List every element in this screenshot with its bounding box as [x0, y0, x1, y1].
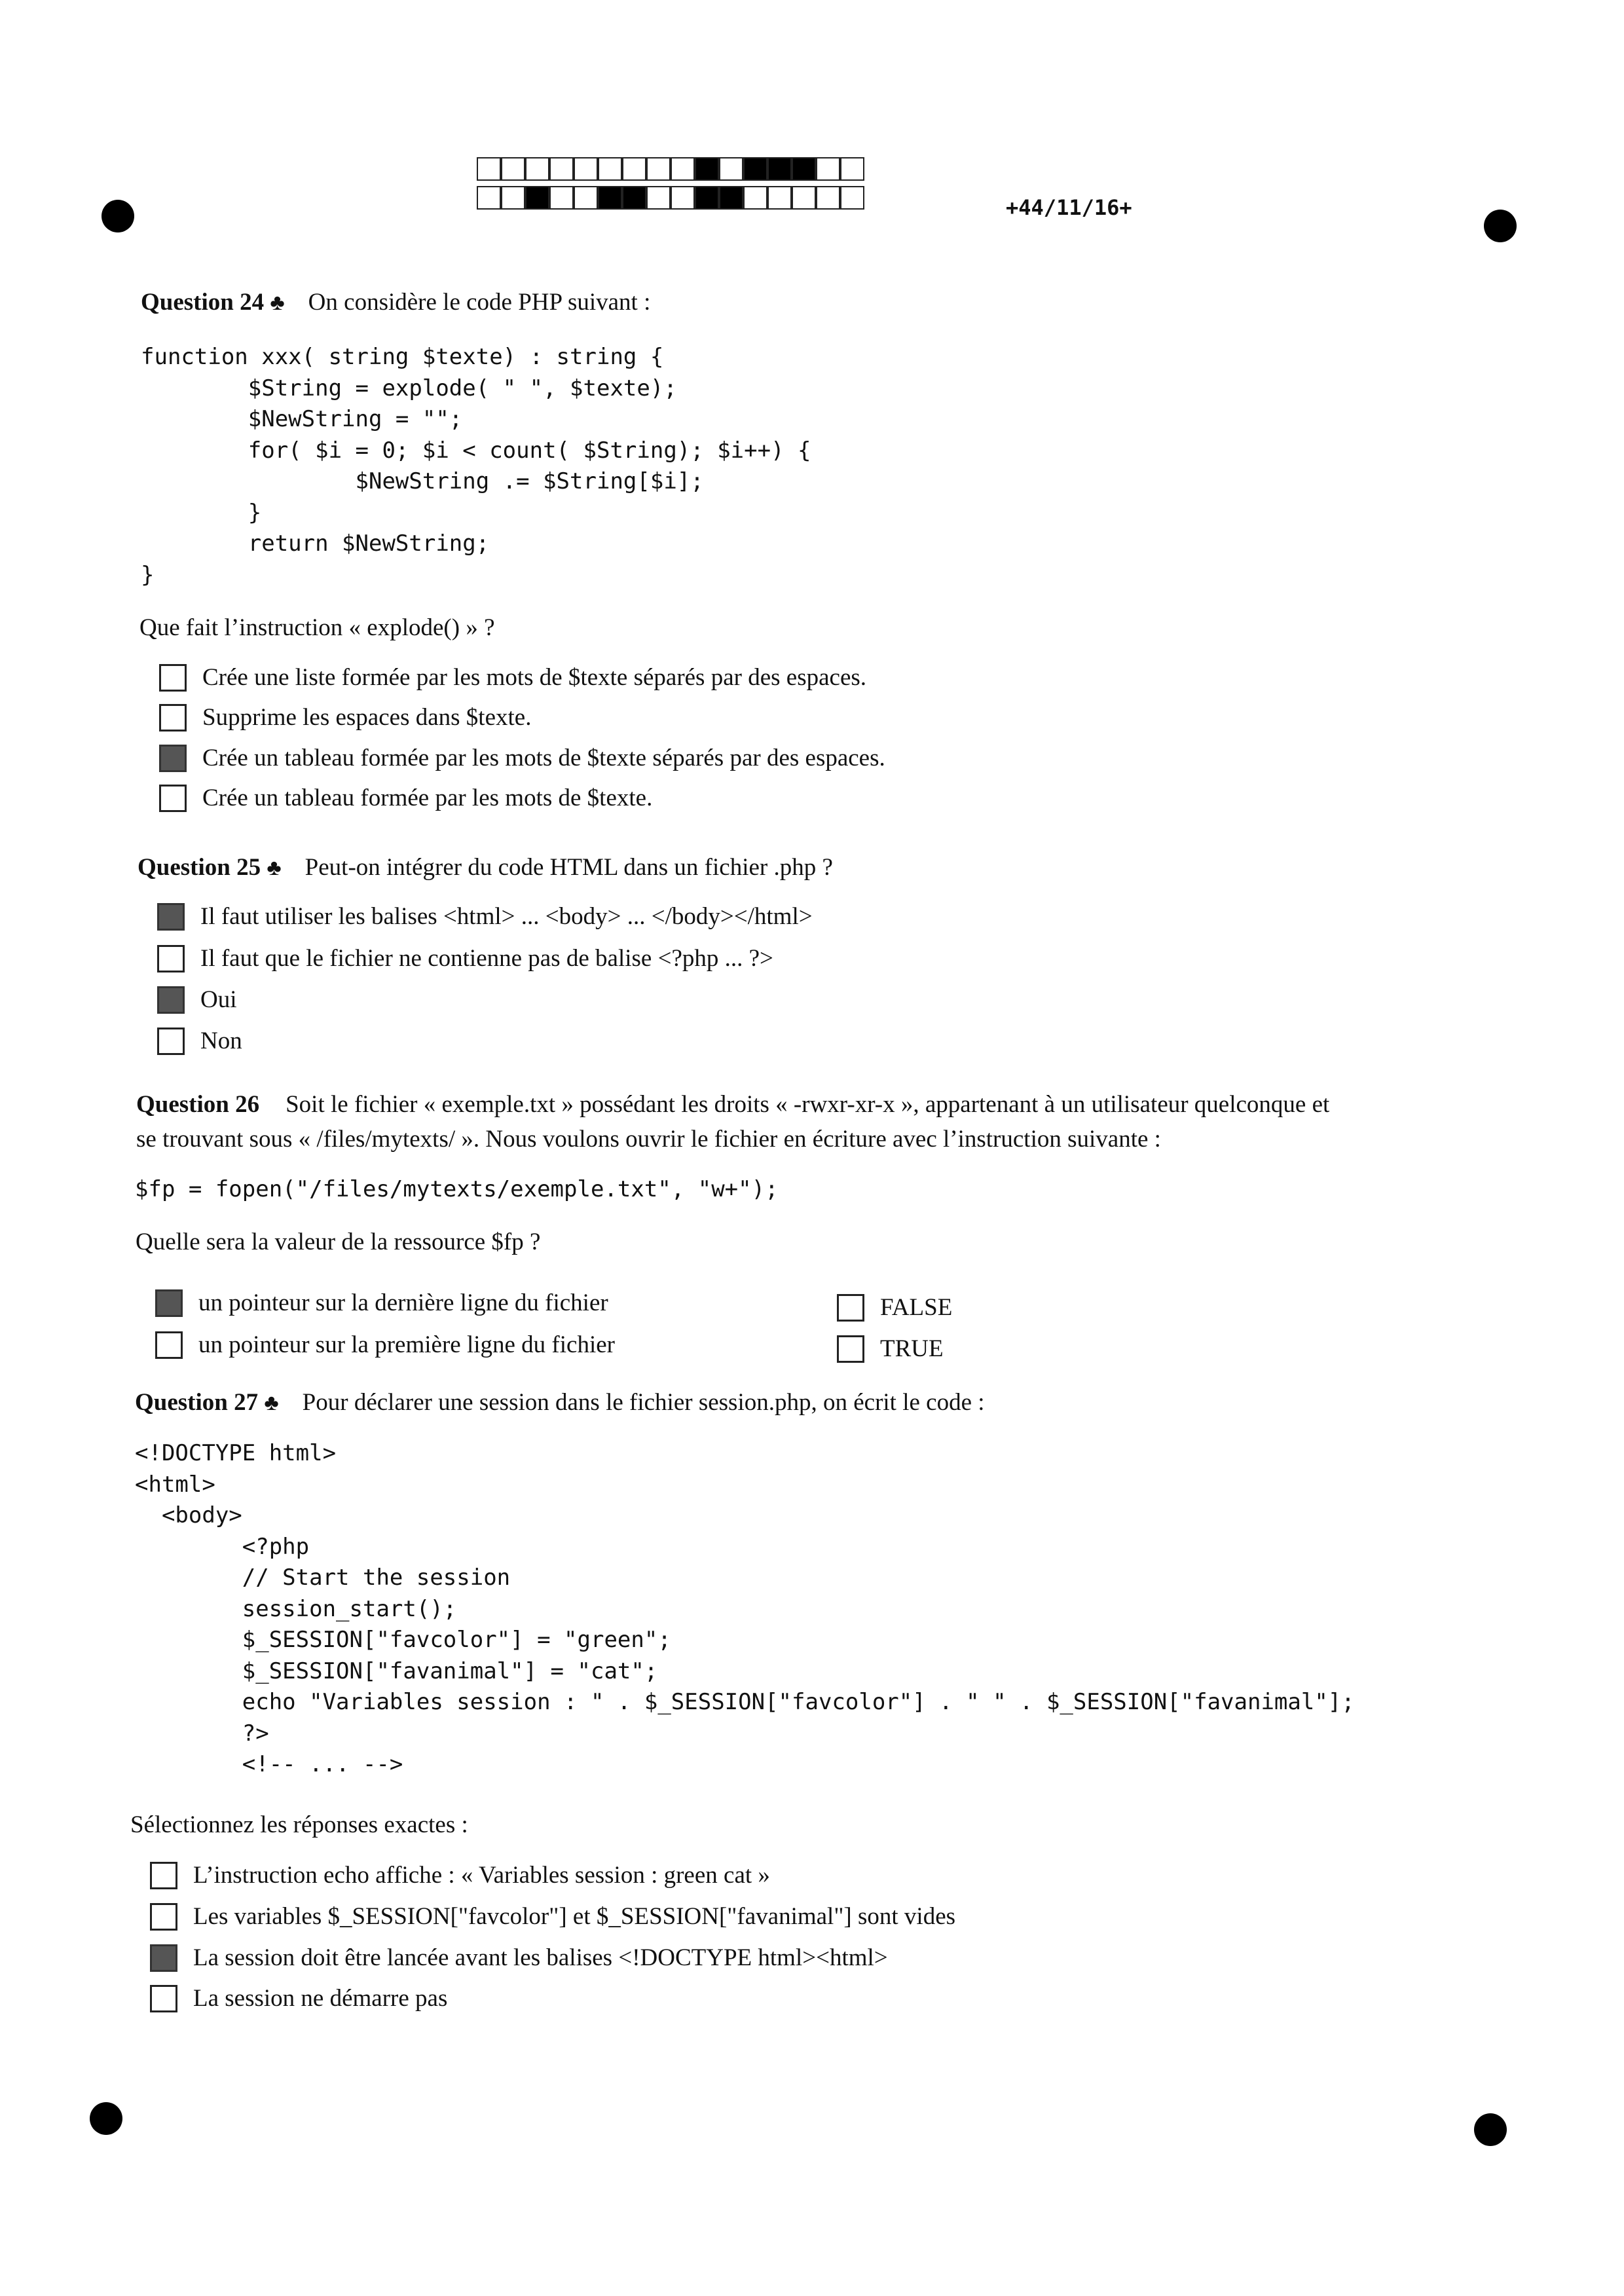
answer-option[interactable]	[155, 1331, 615, 1359]
answer-option[interactable]	[837, 1335, 944, 1363]
checkbox[interactable]	[157, 903, 185, 931]
checkbox[interactable]	[150, 1862, 177, 1889]
scan-code-cell	[743, 186, 767, 210]
answer-label: Crée une liste formée par les mots de $texte séparés par des espaces.	[202, 664, 867, 691]
scan-code-cell	[840, 186, 864, 210]
answer-label: Il faut que le fichier ne contienne pas de balise <?php ... ?>	[200, 945, 773, 972]
answer-option[interactable]	[159, 703, 531, 731]
question-24-header	[141, 288, 650, 316]
scan-code-cell	[598, 186, 622, 210]
question-26-header	[136, 1090, 1329, 1119]
question-text: Sélectionnez les réponses exactes :	[130, 1811, 468, 1838]
scan-code-cell	[598, 157, 622, 181]
answer-option[interactable]	[159, 744, 885, 772]
answer-option[interactable]	[150, 1944, 888, 1972]
scan-code-cell	[501, 157, 525, 181]
answer-option[interactable]	[150, 1984, 447, 2012]
club-icon: ♣	[264, 1391, 279, 1415]
registration-dot-top-right	[1484, 210, 1517, 242]
checkbox[interactable]	[159, 664, 187, 692]
checkbox[interactable]	[157, 986, 185, 1014]
registration-dot-bottom-left	[90, 2102, 122, 2135]
answer-label: La session ne démarre pas	[193, 1985, 448, 2012]
answer-label: Non	[200, 1028, 242, 1054]
scan-code-cell	[477, 157, 501, 181]
scan-code-cell	[767, 157, 792, 181]
answer-option[interactable]	[837, 1293, 952, 1322]
checkbox[interactable]	[150, 1903, 177, 1931]
question-25-header	[138, 853, 833, 881]
scan-code-cell	[501, 186, 525, 210]
checkbox[interactable]	[159, 745, 187, 772]
checkbox[interactable]	[159, 704, 187, 731]
scan-code-cell	[525, 157, 549, 181]
answer-label: Crée un tableau formée par les mots de $texte.	[202, 785, 653, 811]
php-code-block: function xxx( string $texte) : string { $String = explode( " ", $texte); $NewString = ""; for( $i = 0; $i < count( $String); $i++) { $NewString .= $String[$i]; } return $NewString; }	[141, 344, 811, 588]
scan-code-cell	[574, 157, 598, 181]
club-icon: ♣	[270, 291, 285, 315]
scan-code-cell	[695, 157, 719, 181]
scan-code-cell	[622, 157, 646, 181]
answer-label: L’instruction echo affiche : « Variables session : green cat »	[193, 1862, 770, 1889]
scan-code-cell	[695, 186, 719, 210]
scan-code-cell	[719, 157, 743, 181]
scan-code-cell	[574, 186, 598, 210]
scan-code-cell	[671, 186, 695, 210]
scan-code-cell	[549, 157, 574, 181]
answer-label: La session doit être lancée avant les balises <!DOCTYPE html><html>	[193, 1944, 888, 1971]
page-id: +44/11/16+	[1006, 195, 1132, 220]
answer-label: TRUE	[880, 1335, 944, 1362]
checkbox[interactable]	[837, 1294, 864, 1322]
checkbox[interactable]	[150, 1985, 177, 2012]
answer-option[interactable]	[155, 1289, 608, 1317]
answer-label: un pointeur sur la dernière ligne du fichier	[198, 1289, 608, 1316]
answer-option[interactable]	[157, 944, 773, 972]
registration-dot-bottom-right	[1474, 2113, 1507, 2146]
answer-label: un pointeur sur la première ligne du fichier	[198, 1331, 615, 1358]
scan-code-cell	[767, 186, 792, 210]
answer-label: Les variables $_SESSION["favcolor"] et $_SESSION["favanimal"] sont vides	[193, 1903, 956, 1930]
question-prompt: On considère le code PHP suivant :	[308, 289, 651, 316]
php-code-line: $fp = fopen("/files/mytexts/exemple.txt", "w+");	[135, 1176, 779, 1202]
scan-code-cell	[719, 186, 743, 210]
question-number: Question 24 ♣	[141, 289, 285, 316]
question-text: Quelle sera la valeur de la ressource $fp ?	[136, 1229, 541, 1255]
question-number: Question 27 ♣	[135, 1389, 279, 1416]
checkbox[interactable]	[155, 1331, 183, 1359]
scan-code-cell	[549, 186, 574, 210]
answer-option[interactable]	[157, 1027, 242, 1055]
checkbox[interactable]	[837, 1335, 864, 1363]
answer-label: Il faut utiliser les balises <html> ... <body> ... </body></html>	[200, 903, 813, 930]
scan-code-cell	[477, 186, 501, 210]
checkbox[interactable]	[157, 1028, 185, 1055]
scan-code-cell	[525, 186, 549, 210]
answer-label: Crée un tableau formée par les mots de $texte séparés par des espaces.	[202, 745, 885, 771]
checkbox[interactable]	[155, 1289, 183, 1317]
answer-label: Supprime les espaces dans $texte.	[202, 704, 532, 731]
registration-dot-top-left	[101, 200, 134, 232]
scan-code-cell	[792, 186, 816, 210]
question-prompt: Pour déclarer une session dans le fichier session.php, on écrit le code :	[302, 1389, 985, 1416]
scan-code-cell	[671, 157, 695, 181]
question-prompt: Peut-on intégrer du code HTML dans un fichier .php ?	[304, 854, 833, 881]
scan-code-cell	[816, 157, 840, 181]
scan-code-cell	[743, 157, 767, 181]
checkbox[interactable]	[150, 1944, 177, 1972]
question-27-header	[135, 1388, 985, 1416]
answer-option[interactable]	[150, 1861, 770, 1889]
scan-code-cell	[840, 157, 864, 181]
question-text: Que fait l’instruction « explode() » ?	[139, 614, 495, 641]
question-number: Question 25 ♣	[138, 854, 282, 881]
checkbox[interactable]	[157, 945, 185, 972]
scan-code-cell	[646, 186, 671, 210]
question-prompt: Soit le fichier « exemple.txt » possédant les droits « -rwxr-xr-x », appartenant à un utilisateur quelconque et	[286, 1091, 1330, 1118]
scan-code-row	[477, 157, 864, 181]
club-icon: ♣	[267, 856, 282, 880]
html-php-code-block: <!DOCTYPE html> <html> <body> <?php // Start the session session_start(); $_SESSION["favcolor"] = "green"; $_SESSION["favanimal"] = "cat"; echo "Variables session : " . $_SESSION["favcolor"] . " " . $_SESSION["favanimal"]; ?> <!-- ... -->	[135, 1440, 1355, 1777]
answer-option[interactable]	[159, 663, 866, 692]
scan-code-cell	[792, 157, 816, 181]
scan-code-bar	[477, 157, 864, 215]
answer-option[interactable]	[150, 1902, 955, 1931]
question-number: Question 26	[136, 1091, 260, 1118]
checkbox[interactable]	[159, 785, 187, 812]
scan-code-cell	[646, 157, 671, 181]
answer-option[interactable]	[157, 986, 237, 1014]
scan-code-cell	[622, 186, 646, 210]
answer-label: Oui	[200, 986, 237, 1013]
answer-label: FALSE	[880, 1294, 953, 1321]
scan-code-cell	[816, 186, 840, 210]
answer-option[interactable]	[159, 784, 652, 812]
scan-code-row	[477, 186, 864, 210]
answer-option[interactable]	[157, 902, 813, 931]
question-prompt-continued: se trouvant sous « /files/mytexts/ ». Nous voulons ouvrir le fichier en écriture avec l’instruction suivante :	[136, 1126, 1161, 1153]
